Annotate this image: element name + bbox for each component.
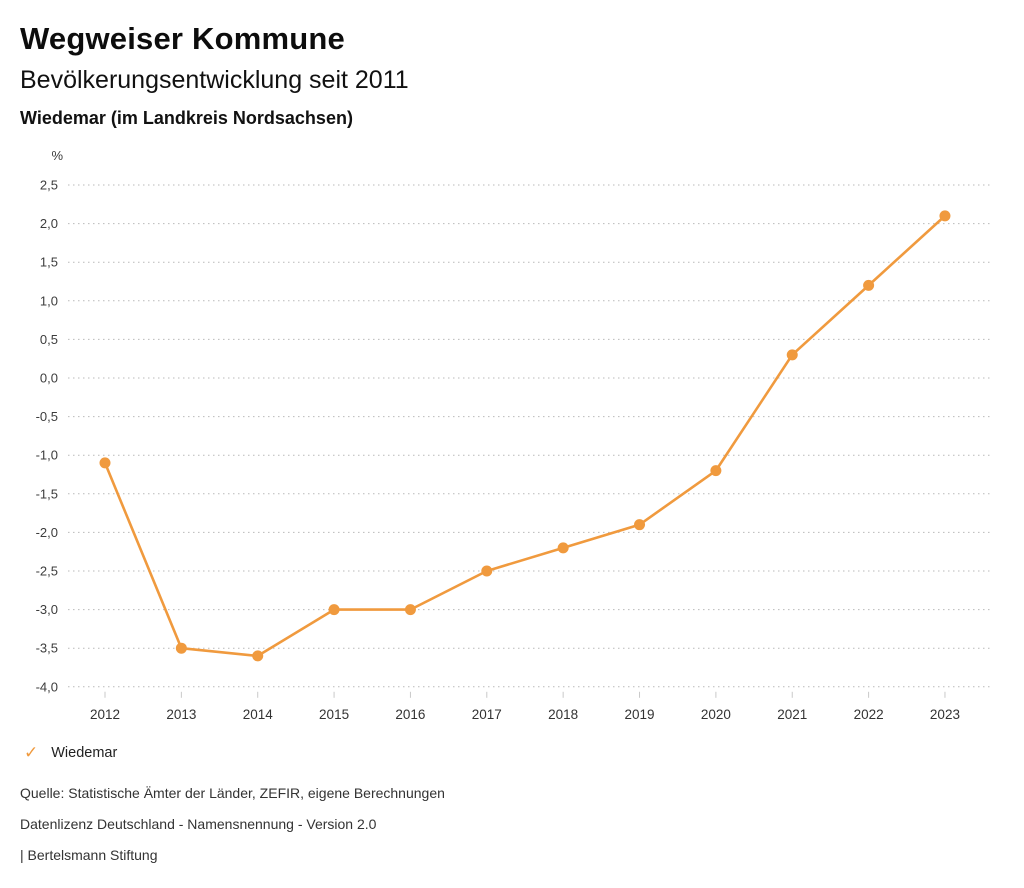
population-development-line-chart — [0, 130, 1024, 730]
x-tick-label: 2014 — [242, 706, 273, 722]
x-tick-label: 2019 — [624, 706, 655, 722]
x-tick-label: 2013 — [166, 706, 197, 722]
y-tick-label: 2,0 — [39, 216, 58, 232]
y-tick-label: 0,0 — [39, 370, 58, 386]
data-point[interactable] — [252, 650, 263, 661]
x-tick-label: 2022 — [853, 706, 884, 722]
data-point[interactable] — [176, 643, 187, 654]
data-point[interactable] — [710, 465, 721, 476]
data-point[interactable] — [329, 604, 340, 615]
y-tick-label: -2,0 — [35, 524, 58, 540]
data-point[interactable] — [863, 280, 874, 291]
source-note: Quelle: Statistische Ämter der Länder, ZEFIR, eigene Berechnungen — [20, 785, 445, 801]
attribution-note: | Bertelsmann Stiftung — [20, 847, 158, 863]
data-point[interactable] — [558, 542, 569, 553]
y-tick-label: -1,0 — [35, 447, 58, 463]
x-tick-label: 2015 — [319, 706, 350, 722]
data-point[interactable] — [405, 604, 416, 615]
license-note: Datenlizenz Deutschland - Namensnennung - Version 2.0 — [20, 816, 377, 832]
x-tick-label: 2017 — [471, 706, 502, 722]
region-label: Wiedemar (im Landkreis Nordsachsen) — [20, 108, 353, 128]
y-tick-label: -1,5 — [35, 486, 58, 502]
data-point[interactable] — [634, 519, 645, 530]
data-point[interactable] — [100, 457, 111, 468]
data-point[interactable] — [481, 566, 492, 577]
x-tick-label: 2020 — [700, 706, 731, 722]
y-axis-unit-label: % — [51, 148, 63, 163]
page-title: Wegweiser Kommune — [20, 21, 345, 56]
legend-item-wiedemar[interactable] — [24, 744, 117, 762]
y-tick-label: 1,5 — [39, 254, 58, 270]
series-line — [105, 216, 945, 656]
chart-subtitle: Bevölkerungsentwicklung seit 2011 — [20, 66, 409, 94]
y-tick-label: -3,0 — [35, 602, 58, 618]
data-point[interactable] — [939, 210, 950, 221]
y-tick-label: -2,5 — [35, 563, 58, 579]
y-tick-label: -0,5 — [35, 409, 58, 425]
x-tick-label: 2021 — [777, 706, 808, 722]
y-tick-label: -3,5 — [35, 640, 58, 656]
check-icon: ✓ — [24, 743, 39, 762]
y-tick-label: -4,0 — [35, 679, 58, 695]
x-tick-label: 2016 — [395, 706, 426, 722]
legend-label: Wiedemar — [51, 745, 118, 761]
x-tick-label: 2023 — [929, 706, 960, 722]
y-tick-label: 2,5 — [39, 177, 58, 193]
line-chart-svg — [0, 130, 1024, 730]
x-tick-label: 2018 — [548, 706, 579, 722]
data-point[interactable] — [787, 349, 798, 360]
y-tick-label: 1,0 — [39, 293, 58, 309]
x-tick-label: 2012 — [89, 706, 121, 722]
y-tick-label: 0,5 — [39, 331, 58, 347]
